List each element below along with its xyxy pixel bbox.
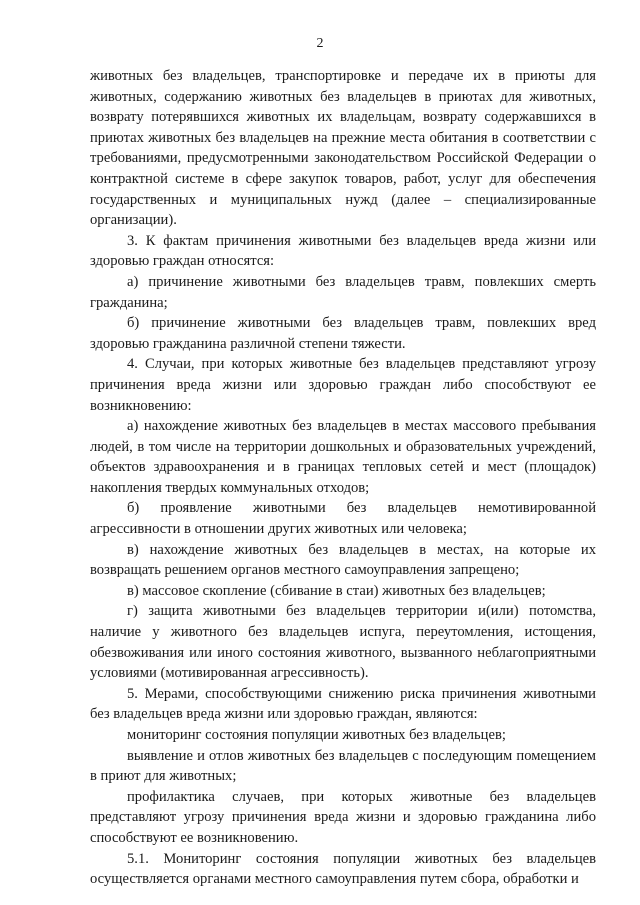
- paragraph-5-risk-measures: 5. Мерами, способствующими снижению риска причинения животными без владельцев вреда жизни или здоровью граждан, являются:: [90, 685, 596, 723]
- document-body: [90, 66, 596, 890]
- paragraph-3a-fatal-injuries: а) причинение животными без владельцев травм, повлекших смерть гражданина;: [90, 273, 596, 311]
- paragraph-3b-health-harm: б) причинение животными без владельцев травм, повлекших вред здоровью гражданина различной степени тяжести.: [90, 315, 596, 352]
- paragraph-4a-public-places: а) нахождение животных без владельцев в местах массового пребывания людей, в том числе на территории дошкольных и образовательных учреждений, объектов здравоохранения и в границах тепловых сетей и мест (площадок) накопления твердых коммунальных отходов;: [90, 418, 596, 496]
- paragraph-4b-unmotivated-aggression: б) проявление животными без владельцев немотивированной агрессивности в отношении других животных или человека;: [90, 500, 596, 538]
- paragraph-4c-mass-gathering: в) массовое скопление (сбивание в стаи) животных без владельцев;: [127, 582, 546, 599]
- paragraph-4d-motivated-aggression: г) защита животными без владельцев территории и(или) потомства, наличие у животного без владельцев испуга, переутомления, истощения, обезвоживания или иного состояния животного, вызванного неблагоприятными условиями (мотивированная агрессивность).: [90, 603, 596, 682]
- paragraph-5-capture: выявление и отлов животных без владельцев с последующим помещением в приют для животных;: [90, 747, 596, 785]
- paragraph-4-threat-cases: 4. Случаи, при которых животные без владельцев представляют угрозу причинения вреда жизни или здоровью граждан либо способствуют ее возникновению:: [90, 356, 596, 414]
- paragraph-5-monitoring: мониторинг состояния популяции животных без владельцев;: [127, 727, 506, 743]
- paragraph-specialized-organizations-continued: животных без владельцев, транспортировке и передаче их в приюты для животных, содержанию животных без владельцев в приютах для животных, возврату потерявшихся животных их владельцам, возврату содержавшихся в приютах животных без владельцев на прежние места обитания в соответствии с требованиями, предусмотренными законодательством Российской Федерации о контрактной системе в сфере закупок товаров, работ, услуг для обеспечения государственных и муниципальных нужд (далее – специализированные организации).: [90, 68, 596, 229]
- paragraph-3-harm-facts: 3. К фактам причинения животными без владельцев вреда жизни или здоровью граждан относятся:: [90, 232, 596, 270]
- page-number: 2: [316, 36, 324, 51]
- paragraph-4c-prohibited-places: в) нахождение животных без владельцев в местах, на которые их возвращать решением органов местного самоуправления запрещено;: [90, 541, 596, 579]
- paragraph-5-prevention: профилактика случаев, при которых животные без владельцев представляют угрозу причинения вреда жизни и здоровью гражданина либо способствуют ее возникновению.: [90, 788, 596, 846]
- paragraph-5-1-monitoring-procedure: 5.1. Мониторинг состояния популяции животных без владельцев осуществляется органами местного самоуправления путем сбора, обработки и: [90, 850, 596, 888]
